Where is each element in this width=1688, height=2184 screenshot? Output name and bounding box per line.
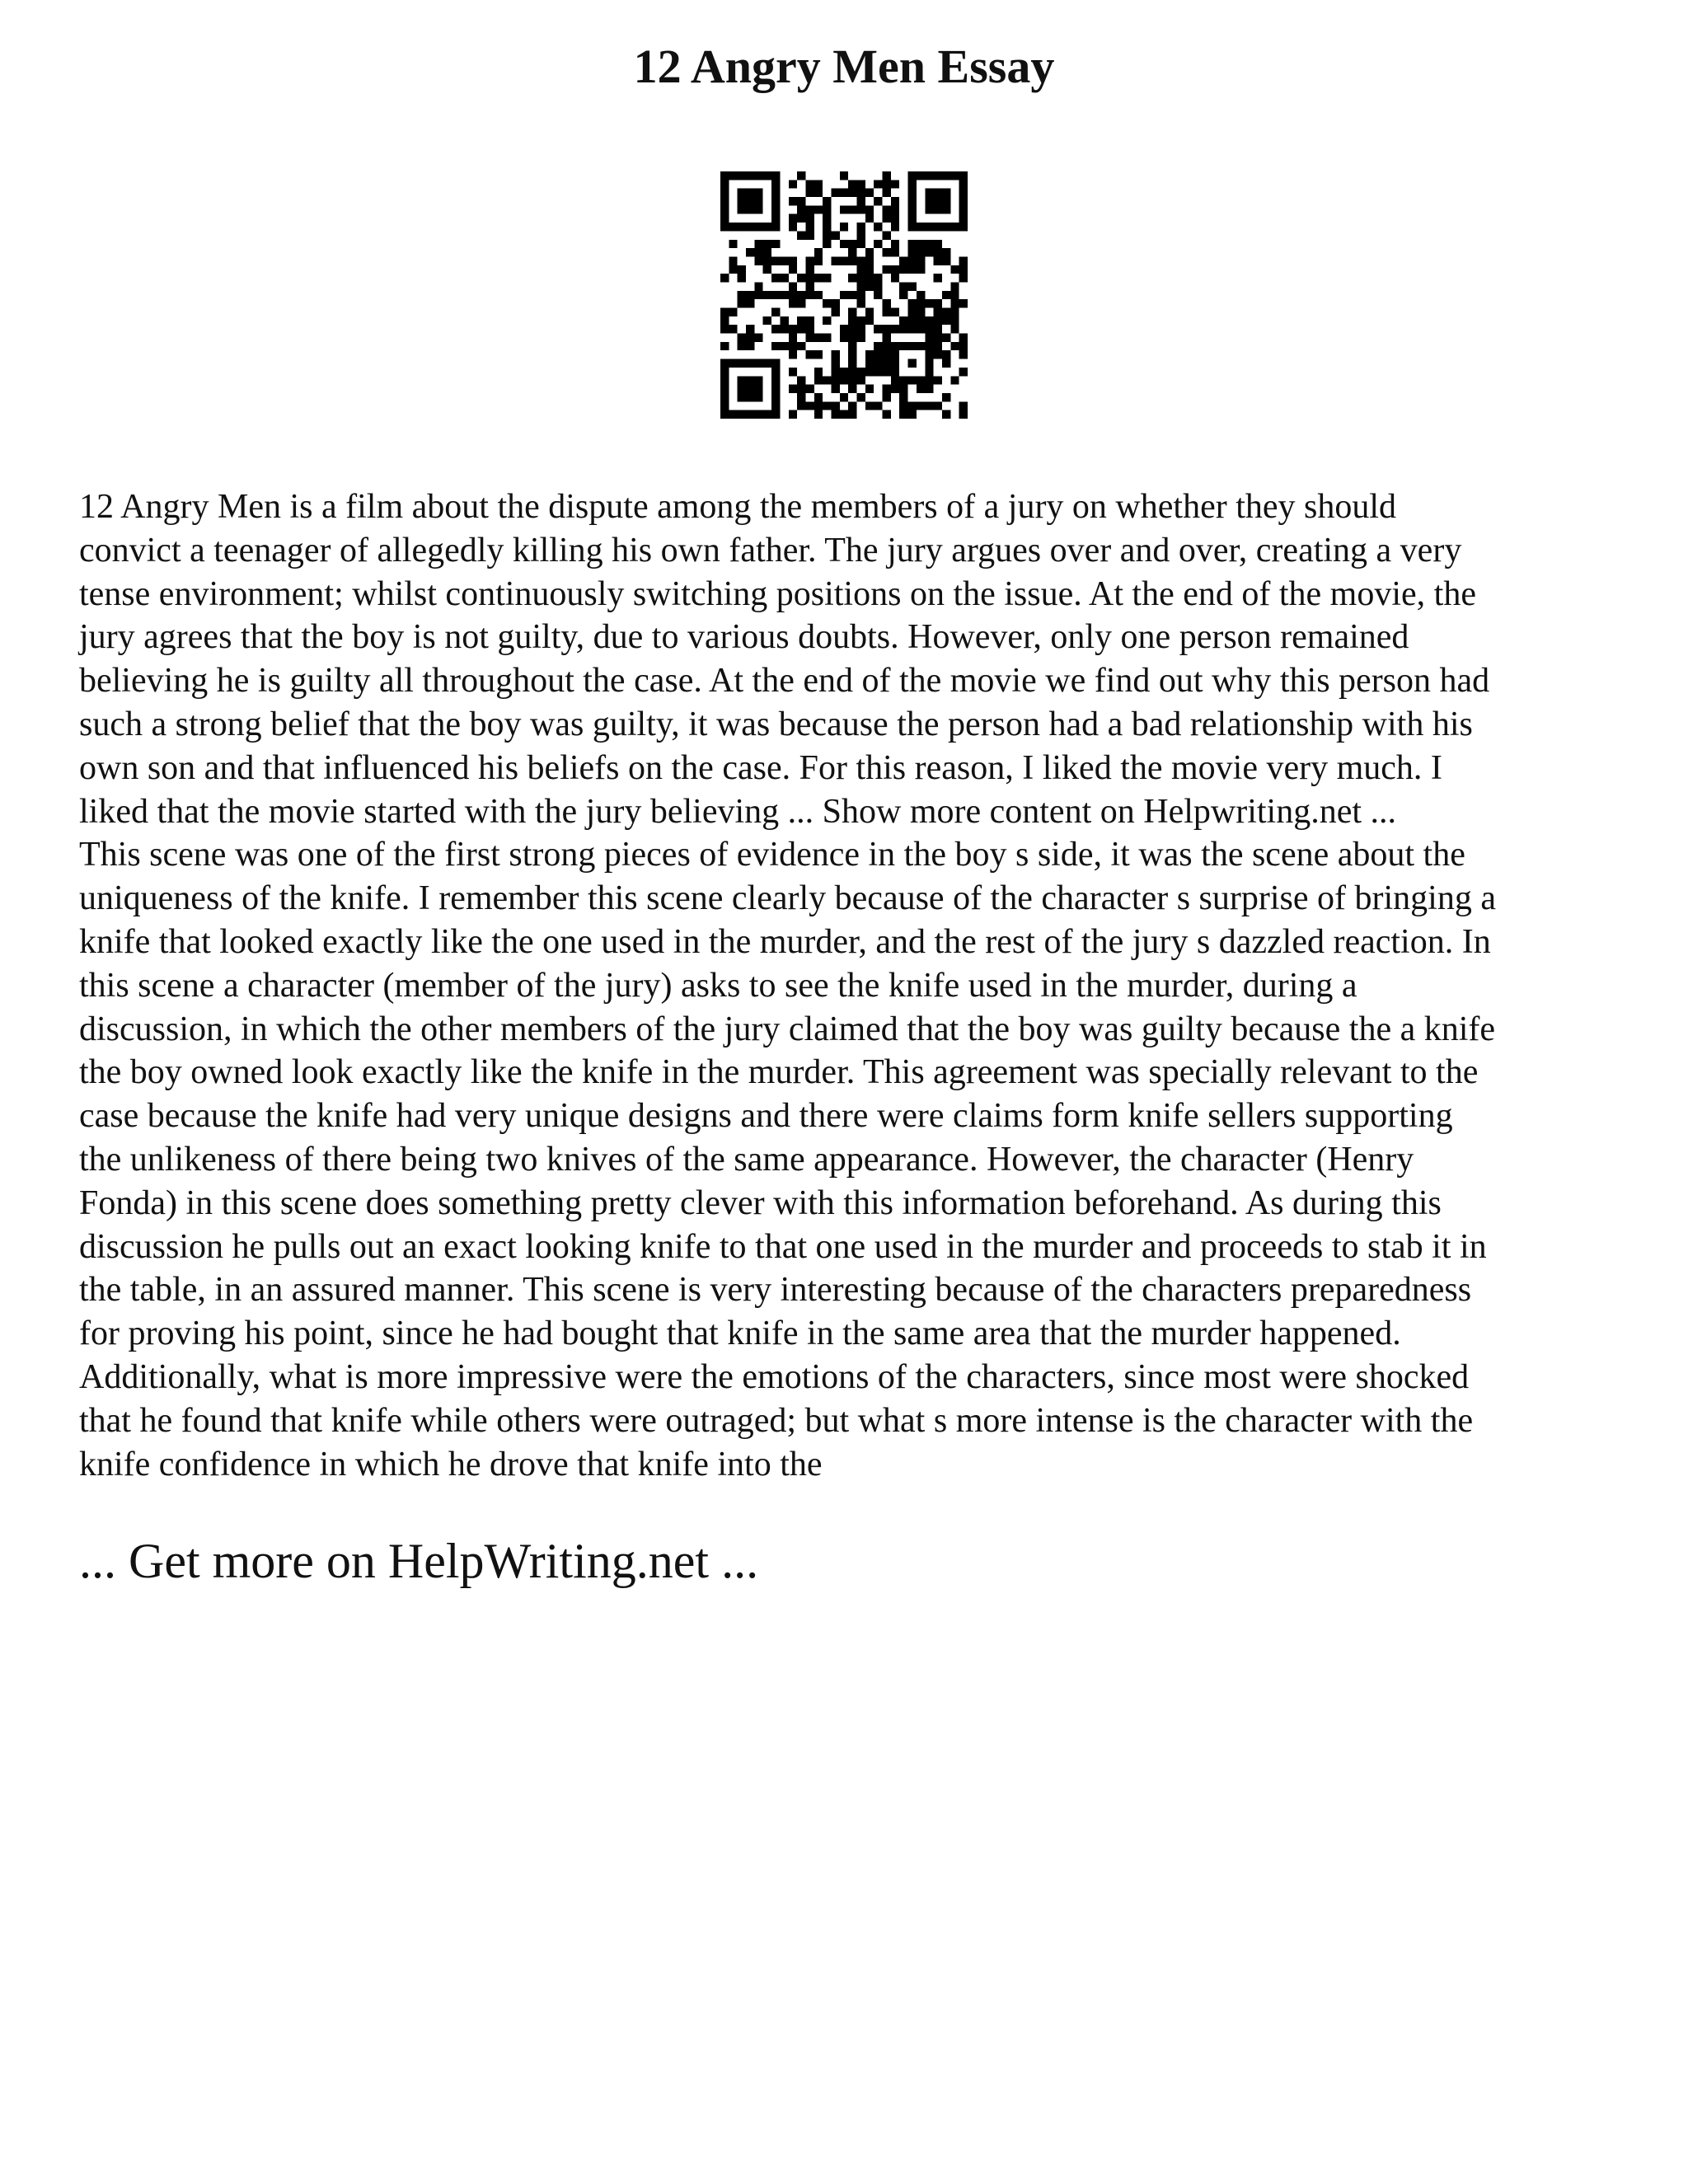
qr-code-icon <box>720 171 968 419</box>
page-title: 12 Angry Men Essay <box>633 40 1055 93</box>
essay-body: 12 Angry Men is a film about the dispute among the members of a jury on whether they should convict a teenager of allegedly killing his own father. The jury argues over and over, creating a very tense environment; whilst continuously switching positions on the issue. At the end of the movie, the jury agrees that the boy is not guilty, due to various doubts. However, only one person remained believing he is guilty all throughout the case. At the end of the movie we find out why this person had such a strong belief that the boy was guilty, it was because the person had a bad relationship with his own son and that influenced his beliefs on the case. For this reason, I liked the movie very much. I liked that the movie started with the jury believing ... Show more content on Helpwriting.net ... This scene was one of the first strong pieces of evidence in the boy s side, it was the scene about the uniqueness of the knife. I remember this scene clearly because of the character s surprise of bringing a knife that looked exactly like the one used in the murder, and the rest of the jury s dazzled reaction. In this scene a character (member of the jury) asks to see the knife used in the murder, during a discussion, in which the other members of the jury claimed that the boy was guilty because the a knife the boy owned look exactly like the knife in the murder. This agreement was specially relevant to the case because the knife had very unique designs and there were claims form knife sellers supporting the unlikeness of there being two knives of the same appearance. However, the character (Henry Fonda) in this scene does something pretty clever with this information beforehand. As during this discussion he pulls out an exact looking knife to that one used in the murder and proceeds to stab it in the table, in an assured manner. This scene is very interesting because of the characters preparedness for proving his point, since he had bought that knife in the same area that the murder happened. Additionally, what is more impressive were the emotions of the characters, since most were shocked that he found that knife while others were outraged; but what s more intense is the character with the knife confidence in which he drove that knife into the <box>79 488 1496 1483</box>
get-more-link[interactable]: ... Get more on HelpWriting.net ... <box>79 1534 759 1588</box>
qr-code-graphic <box>720 171 968 419</box>
